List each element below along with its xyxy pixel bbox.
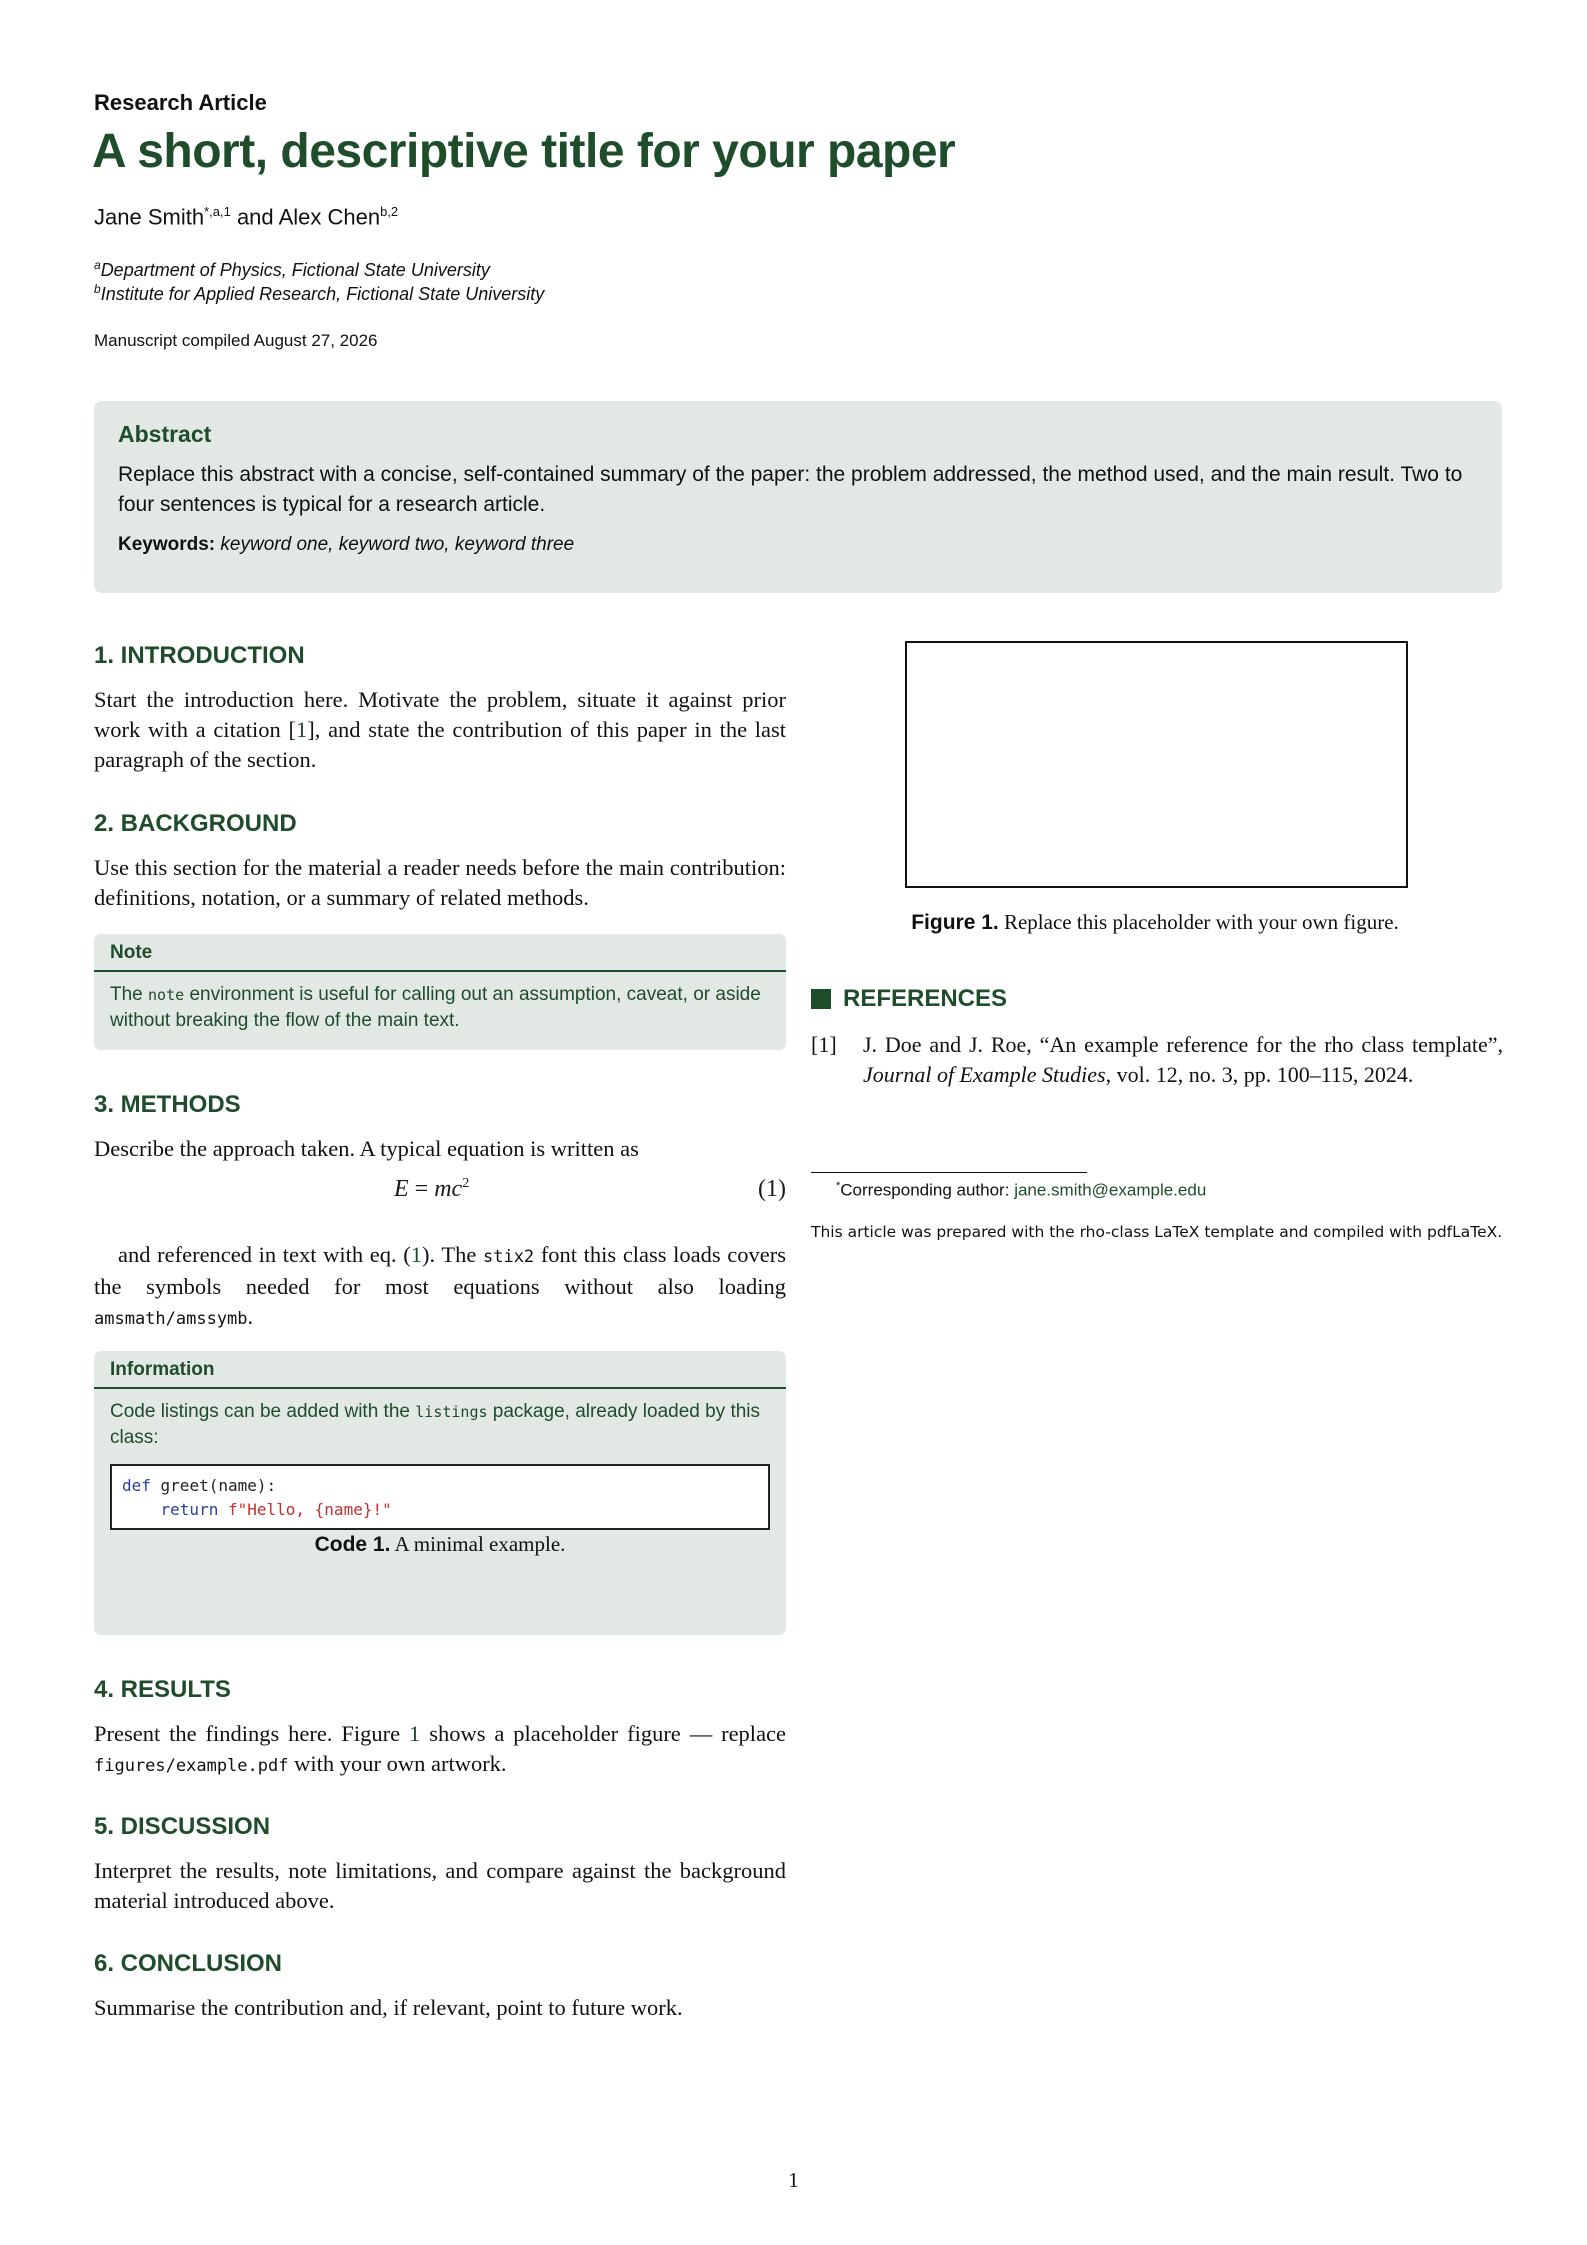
footnote-label: Corresponding author: — [840, 1180, 1010, 1200]
note-callout — [94, 934, 786, 1050]
text-run: package, already loaded by this class: — [110, 1401, 761, 1448]
text-run: . — [247, 1304, 254, 1329]
figure-placeholder — [905, 641, 1408, 888]
author-line — [94, 204, 398, 230]
code-caption — [94, 1532, 786, 1557]
references-heading — [811, 985, 1007, 1013]
equation-ref-link[interactable]: 1 — [410, 1242, 423, 1267]
equation-lhs: E — [394, 1176, 409, 1202]
figure-ref-link[interactable]: 1 — [409, 1721, 421, 1746]
text-run: J. Doe and J. Roe, “An example reference for the rho class template”, — [863, 1032, 1503, 1057]
information-body — [94, 1389, 786, 1460]
text-run: ], and state the contribution of this paper in the last paragraph of the section. — [94, 717, 786, 772]
compiled-date: Manuscript compiled August 27, 2026 — [94, 331, 378, 350]
text-run: The — [110, 984, 143, 1005]
footnote — [836, 1180, 1206, 1201]
information-title: Information — [94, 1351, 786, 1389]
affiliation-text: Department of Physics, Fictional State University — [100, 260, 490, 280]
affiliation — [94, 282, 544, 305]
references-heading-text: REFERENCES — [843, 985, 1008, 1012]
inline-code: stix2 — [482, 1247, 535, 1267]
reference-text — [863, 1030, 1503, 1090]
author-marks: *,a,1 — [204, 204, 231, 219]
section-heading-methods: 3. METHODS — [94, 1091, 241, 1118]
figure-caption-label: Figure 1. — [911, 911, 999, 934]
code-line — [122, 1498, 758, 1522]
conclusion-text: Summarise the contribution and, if relevant, point to future work. — [94, 1995, 683, 2020]
author-name: Jane Smith — [94, 204, 205, 230]
text-run: Code listings can be added with the — [110, 1401, 410, 1422]
figure-caption-text: Replace this placeholder with your own figure. — [1003, 910, 1399, 934]
code-caption-label: Code 1. — [314, 1533, 391, 1556]
inline-code: amsmath/amssymb — [94, 1309, 248, 1329]
section-heading-background: 2. BACKGROUND — [94, 810, 297, 837]
code-caption-text: A minimal example. — [394, 1532, 566, 1556]
reference-journal: Journal of Example Studies — [863, 1062, 1106, 1087]
text-run: font this class loads covers the symbols needed for most equations without also loading — [94, 1242, 787, 1299]
information-callout — [94, 1351, 786, 1635]
page-number: 1 — [788, 2168, 799, 2192]
code-line — [122, 1474, 758, 1498]
methods-text: Describe the approach taken. A typical equation is written as — [94, 1136, 639, 1161]
author-conjunction: and — [236, 204, 274, 230]
text-run: ). The — [422, 1242, 477, 1267]
code-listing — [110, 1464, 770, 1530]
author-name: Alex Chen — [278, 204, 381, 230]
affiliation-mark: b — [94, 282, 101, 296]
reference-list — [811, 1030, 1503, 1090]
affiliation-mark: a — [94, 258, 101, 272]
inline-code: listings — [415, 1403, 488, 1421]
note-body — [94, 972, 786, 1043]
equation — [94, 1176, 786, 1208]
section-heading-results: 4. RESULTS — [94, 1676, 231, 1703]
figure-caption — [900, 910, 1410, 935]
section-heading-introduction: 1. INTRODUCTION — [94, 642, 305, 669]
abstract-heading: Abstract — [118, 421, 212, 447]
discussion-text: Interpret the results, note limitations, and compare against the background material introduced above. — [94, 1858, 786, 1913]
text-run: Start the introduction here. Motivate the problem, situate it against prior work with a citation [ — [94, 687, 786, 742]
inline-code: note — [148, 986, 185, 1004]
text-run: and referenced in text with eq. ( — [118, 1242, 411, 1267]
prepared-note: This article was prepared with the rho-class LaTeX template and compiled with pdfLaTeX. — [811, 1223, 1503, 1241]
email-link[interactable]: jane.smith@example.edu — [1014, 1180, 1207, 1200]
affiliation — [94, 258, 490, 281]
paper-title: A short, descriptive title for your paper — [92, 125, 956, 178]
results-text — [94, 1719, 786, 1781]
keywords — [118, 534, 1478, 556]
footnote-rule — [811, 1172, 1087, 1173]
abstract-box — [94, 401, 1502, 593]
section-heading-discussion: 5. DISCUSSION — [94, 1813, 271, 1840]
reference-number: [1] — [811, 1032, 837, 1057]
section-heading-conclusion: 6. CONCLUSION — [94, 1950, 283, 1977]
section-marker-icon — [811, 989, 831, 1009]
equation-equals: = — [408, 1176, 435, 1202]
affiliation-text: Institute for Applied Research, Fictional State University — [100, 284, 545, 304]
keywords-label: Keywords: — [118, 534, 216, 555]
citation-link[interactable]: 1 — [296, 717, 308, 742]
methods-text-after-equation — [94, 1240, 786, 1334]
text-run: Present the findings here. Figure — [94, 1721, 401, 1746]
abstract-text: Replace this abstract with a concise, self-contained summary of the paper: the problem addressed, the method used, and the main result. Two to four sentences is typical for a research article. — [118, 463, 1463, 516]
code-text: greet(name): — [150, 1476, 277, 1495]
text-run: , vol. 12, no. 3, pp. 100–115, 2024. — [1105, 1062, 1414, 1087]
text-run: environment is useful for calling out an assumption, caveat, or aside without breaking the flow of the main text. — [110, 984, 761, 1031]
inline-code: figures/example.pdf — [94, 1756, 289, 1776]
keywords-list: keyword one, keyword two, keyword three — [220, 534, 575, 555]
text-run: with your own artwork. — [294, 1751, 507, 1776]
equation-rhs: mc — [434, 1176, 463, 1202]
note-title: Note — [94, 934, 786, 972]
equation-exponent: 2 — [462, 1176, 470, 1191]
equation-number: (1) — [758, 1176, 786, 1202]
code-keyword: def — [122, 1476, 151, 1495]
background-text: Use this section for the material a reader needs before the main contribution: definitions, notation, or a summary of related methods. — [94, 855, 786, 910]
code-keyword: return — [160, 1500, 219, 1519]
equation-body — [394, 1176, 469, 1203]
article-type: Research Article — [94, 90, 267, 115]
footnote-mark: * — [836, 1180, 841, 1192]
introduction-text — [94, 685, 786, 775]
code-string: f"Hello, {name}!" — [227, 1500, 392, 1519]
text-run: shows a placeholder figure — replace — [429, 1721, 787, 1746]
author-marks: b,2 — [380, 204, 399, 219]
reference-item — [811, 1030, 1503, 1090]
